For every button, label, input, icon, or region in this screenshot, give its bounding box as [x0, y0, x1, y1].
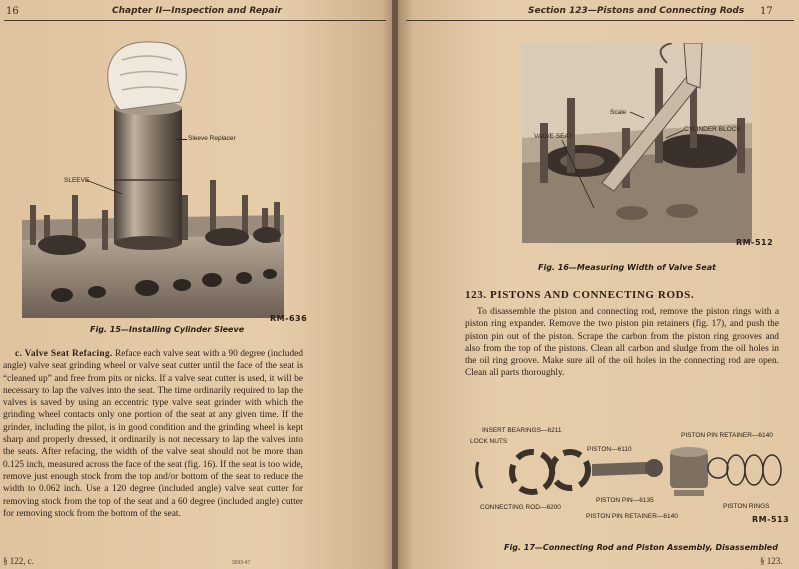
section-123-heading: 123. PISTONS AND CONNECTING RODS. — [465, 289, 695, 301]
page-number-right: 17 — [760, 6, 773, 17]
footer-section-right: § 123. — [760, 556, 783, 566]
figure-16-leaders — [548, 108, 698, 218]
sleeve-replacer-leader — [176, 139, 187, 140]
piston-pin-retainer-bottom-label: PISTON PIN RETAINER—6140 — [586, 513, 678, 520]
left-page — [0, 0, 394, 569]
page-number-left: 16 — [6, 6, 19, 17]
figure-15-photo — [22, 30, 284, 318]
sleeve-replacer-label: Sleeve Replacer — [188, 135, 236, 142]
rm-513-label: RM-513 — [752, 515, 790, 524]
piston-label: PISTON—6110 — [587, 446, 632, 453]
cylinder-sleeve-illustration — [22, 30, 284, 318]
piston-pin-retainer-top-label: PISTON PIN RETAINER—6140 — [681, 432, 773, 439]
sleeve-label: SLEEVE — [64, 177, 90, 184]
scale-label: Scale — [610, 109, 627, 116]
chapter-header: Chapter II—Inspection and Repair — [112, 6, 282, 16]
right-page — [398, 0, 799, 569]
lock-nuts-label: LOCK NUTS — [470, 438, 508, 445]
rm-636-label: RM-636 — [270, 314, 308, 323]
piston-pin-label: PISTON PIN—6135 — [596, 497, 654, 504]
rm-512-label: RM-512 — [736, 238, 774, 247]
header-rule-right — [406, 20, 794, 21]
piston-rings-label: PISTON RINGS — [723, 503, 770, 510]
valve-seat-refacing-text — [3, 348, 303, 520]
insert-bearings-label: INSERT BEARINGS—6211 — [482, 427, 562, 434]
cylinder-block-label: CYLINDER BLOCK — [684, 126, 741, 133]
section-c-paragraph: Reface each valve seat with a 90 degree (included angle) valve seat grinding wheel or valve seat cutter until the face of the seat is “cleaned up” and free from pits or nicks. If a valve seat cutter is used, it will be necessary to lap the valves into the seat. The time ordinarily required to lap the valves is saved by using an eccentric type valve seat grinder with which the grinding wheel contacts only one portion of the seat at any given time. If the grinder, including the pilot, is in good condition and the grinding wheel is kept sharp and properly dressed, it ordinarily is not necessary to lap the valves into the seats. After refacing, the width of the valve seat should not be more than 0.125 inch, measured across the face of the seat (fig. 16). If the seat is too wide, remove just enough stock from the top and/or bottom of the seat to reduce the width to 0.062 inch. Use a 120 degree (included angle) valve seat cutter for removing stock from the top of the seat and a 60 degree (included angle) cutter for removing stock from the bottom of the seat. — [3, 349, 303, 519]
connecting-rod-label: CONNECTING ROD—6200 — [480, 504, 561, 511]
section-header: Section 123—Pistons and Connecting Rods — [528, 6, 745, 16]
figure-17-caption: Fig. 17—Connecting Rod and Piston Assembly, Disassembled — [504, 543, 778, 552]
section-c-title: c. Valve Seat Refacing. — [15, 349, 113, 359]
header-rule-left — [4, 20, 386, 21]
pistons-text — [465, 306, 779, 380]
footer-section-left: § 122, c. — [3, 556, 34, 566]
pistons-paragraph: To disassemble the piston and connecting rod, remove the piston rings with a piston ring expander. Remove the two piston pin retainers (fig. 17), and push the piston pin out of the piston. Scrape the carbon from the piston ring grooves and also from the top of the pistons. Clean all carbon and sludge from the oil holes in the oil ring groove. Make sure all of the oil holes in the connecting rod are open. Clean all parts thoroughly. — [465, 307, 779, 379]
valve-seat-label: VALVE SEAT — [534, 133, 573, 140]
sleeve-leader — [86, 178, 126, 198]
figure-15-caption: Fig. 15—Installing Cylinder Sleeve — [90, 325, 245, 334]
print-code: 3693-47 — [232, 560, 251, 566]
figure-16-caption: Fig. 16—Measuring Width of Valve Seat — [538, 263, 716, 272]
